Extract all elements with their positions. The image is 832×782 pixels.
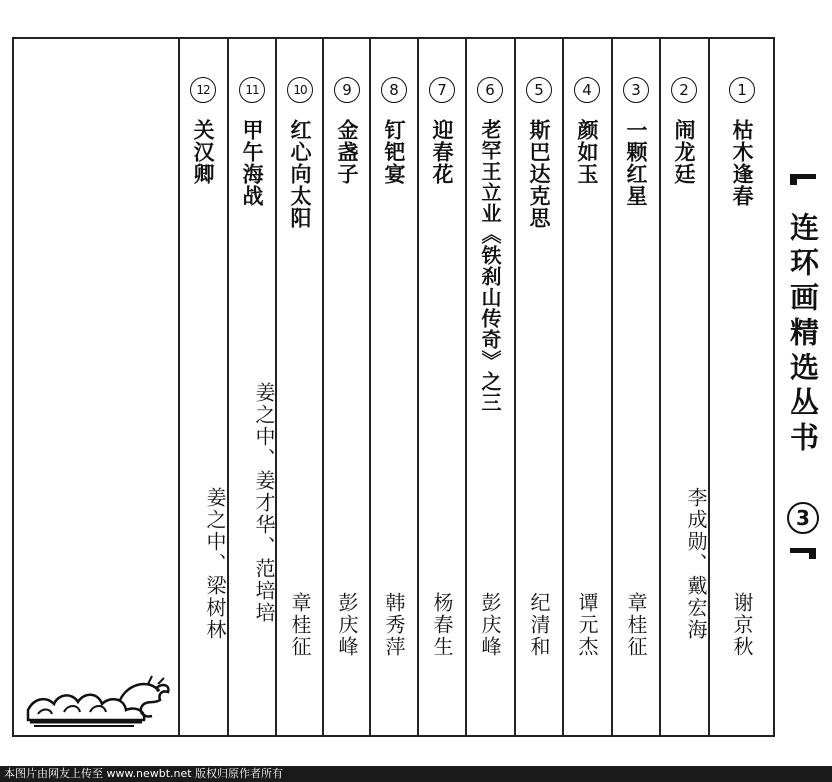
entry-author: 章桂征 [288,592,312,658]
catalog-entry [563,37,611,735]
entry-author: 彭庆峰 [478,592,502,658]
entry-title: 颜如玉 [575,119,599,185]
catalog-entry [228,37,276,735]
catalog-entry [612,37,660,735]
entry-number: 11 [239,77,265,103]
entry-number: 5 [526,77,552,103]
catalog-entry [515,37,563,735]
entry-number: 1 [729,77,755,103]
catalog-entry [711,37,773,735]
right-rule [773,37,775,737]
entry-author: 韩秀萍 [382,592,406,658]
entry-number: 7 [429,77,455,103]
catalog-entry [276,37,324,735]
entry-author: 李成勋、戴宏海 [684,487,708,641]
cloud-dragon-ornament-icon [24,670,174,730]
entry-title: 老罕王立业《铁刹山传奇》之三 [478,119,502,413]
entry-title: 钉钯宴 [382,119,406,185]
entry-number: 9 [334,77,360,103]
footer-bar [0,766,832,782]
entry-number: 2 [671,77,697,103]
column-divider [708,37,710,737]
catalog-entry [466,37,514,735]
entry-title: 枯木逢春 [730,119,754,207]
entry-title: 闹龙廷 [672,119,696,185]
entry-number: 8 [381,77,407,103]
entry-title: 红心向太阳 [288,119,312,229]
series-title: 连环画精选丛书 [786,212,820,457]
series-heading [781,172,825,597]
left-rule [12,37,14,737]
entry-author: 纪清和 [527,592,551,658]
entry-title: 关汉卿 [191,119,215,185]
entry-author: 彭庆峰 [335,592,359,658]
entry-title: 一颗红星 [624,119,648,207]
series-volume: 3 [787,502,819,534]
catalog-entry [418,37,466,735]
bracket-top-icon [789,172,817,186]
entry-number: 4 [574,77,600,103]
entry-title: 金盏子 [335,119,359,185]
entry-title: 甲午海战 [240,119,264,207]
catalog-entry [660,37,708,735]
catalog-entry [370,37,418,735]
entry-number: 6 [477,77,503,103]
footer-copyright: 本图片由网友上传至 www.newbt.net 版权归原作者所有 [4,767,284,780]
entry-number: 12 [190,77,216,103]
entry-number: 3 [623,77,649,103]
entry-author: 杨春生 [430,592,454,658]
entry-number: 10 [287,77,313,103]
bracket-bottom-icon [789,546,817,560]
entry-author: 谢京秋 [730,592,754,658]
entry-author: 姜之中、姜才华、范培培 [252,382,276,624]
catalog-entry [323,37,371,735]
entry-title: 迎春花 [430,119,454,185]
entry-author: 章桂征 [624,592,648,658]
entry-author: 姜之中、梁树林 [203,487,227,641]
entry-author: 谭元杰 [575,592,599,658]
catalog-entry [179,37,227,735]
entry-title: 斯巴达克思 [527,119,551,229]
